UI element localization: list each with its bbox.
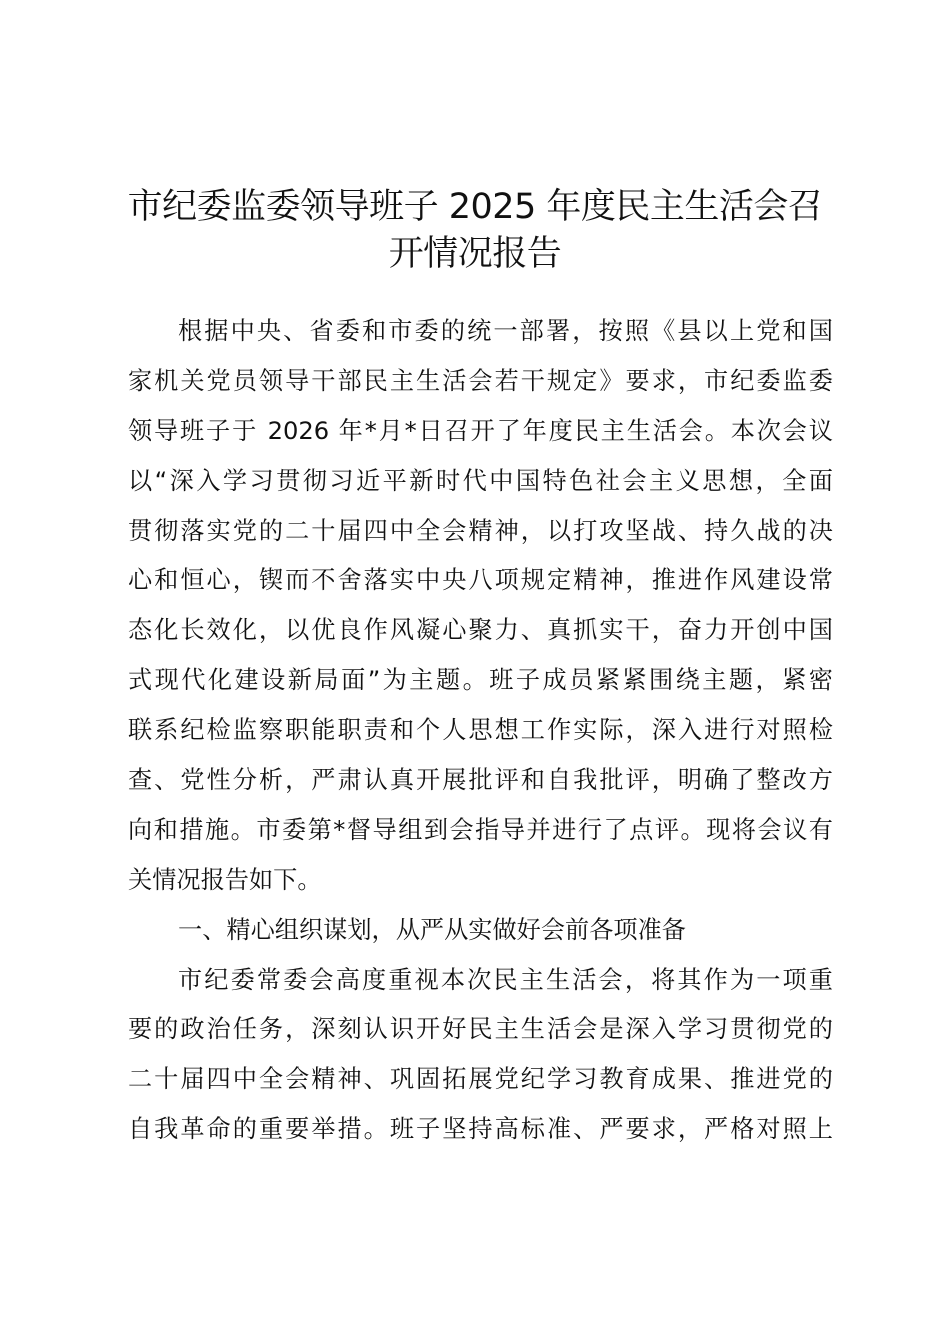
paragraph-intro [128,307,833,906]
text-line: 联系纪检监察职能职责和个人思想工作实际，深入进行对照检 [128,716,833,745]
text-line: 贯彻落实党的二十届四中全会精神，以打攻坚战、持久战的决 [128,516,833,545]
text-line: 根据中央、省委和市委的统一部署，按照《县以上党和国 [178,317,833,345]
text-line: 以“深入学习贯彻习近平新时代中国特色社会主义思想，全面 [128,466,833,495]
text-line: 心和恒心，锲而不舍落实中央八项规定精神，推进作风建设常 [128,566,833,595]
section-heading-1 [128,906,833,956]
section-heading: 一、精心组织谋划，从严从实做好会前各项准备 [178,915,686,944]
text-line: 自我革命的重要举措。班子坚持高标准、严要求，严格对照上 [128,1115,833,1144]
text-line: 向和措施。市委第*督导组到会指导并进行了点评。现将会议有 [128,815,833,844]
text-line: 式现代化建设新局面”为主题。班子成员紧紧围绕主题，紧密 [128,666,833,695]
text-line: 态化长效化，以优良作风凝心聚力、真抓实干，奋力开创中国 [128,616,833,645]
text-line: 要的政治任务，深刻认识开好民主生活会是深入学习贯彻党的 [128,1015,833,1044]
title-line: 市纪委监委领导班子 2025 年度民主生活会召 [127,187,823,227]
text-line: 二十届四中全会精神、巩固拓展党纪学习教育成果、推进党的 [128,1065,833,1094]
document-title [110,184,840,278]
text-line: 市纪委常委会高度重视本次民主生活会，将其作为一项重 [178,965,833,994]
title-line: 开情况报告 [388,234,562,274]
document-body [128,307,833,1155]
text-line: 领导班子于 2026 年*月*日召开了年度民主生活会。本次会议 [128,416,833,445]
paragraph-section-1 [128,956,833,1156]
text-line: 查、党性分析，严肃认真开展批评和自我批评，明确了整改方 [128,766,833,795]
text-line: 家机关党员领导干部民主生活会若干规定》要求，市纪委监委 [128,366,833,395]
text-line: 关情况报告如下。 [128,865,322,894]
